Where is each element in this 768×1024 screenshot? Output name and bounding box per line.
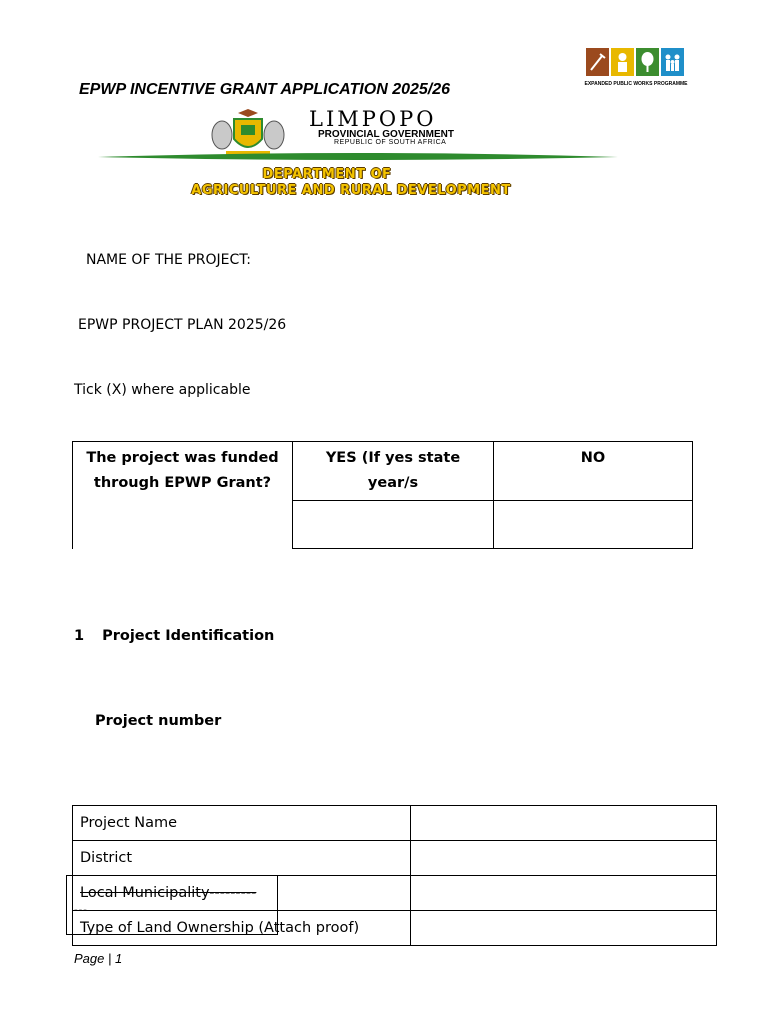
detail-value-cell[interactable] bbox=[411, 876, 717, 911]
page-number: Page | 1 bbox=[74, 951, 123, 966]
overlay-frame bbox=[66, 875, 278, 935]
tree-icon bbox=[636, 48, 659, 76]
document-title: EPWP INCENTIVE GRANT APPLICATION 2025/26 bbox=[79, 81, 451, 98]
detail-value-cell[interactable] bbox=[411, 841, 717, 876]
section-heading bbox=[74, 628, 274, 644]
funding-table bbox=[72, 441, 693, 549]
tick-instruction: Tick (X) where applicable bbox=[74, 382, 251, 398]
project-name-label: NAME OF THE PROJECT: bbox=[86, 252, 251, 268]
department-line-2: AGRICULTURE AND RURAL DEVELOPMENT bbox=[191, 183, 511, 198]
table-row bbox=[73, 841, 717, 876]
yes-answer-cell[interactable] bbox=[293, 500, 494, 548]
yes-header: YES (If yes state year/s bbox=[293, 442, 494, 501]
detail-label: Local Municipality--------- bbox=[73, 876, 411, 911]
green-swoosh bbox=[98, 151, 618, 163]
province-name: LIMPOPO bbox=[309, 107, 437, 131]
detail-label: Type of Land Ownership (Attach proof) bbox=[73, 911, 411, 946]
no-answer-cell[interactable] bbox=[494, 500, 693, 548]
shovel-icon bbox=[586, 48, 609, 76]
epwp-logo bbox=[584, 46, 688, 93]
republic-name: REPUBLIC OF SOUTH AFRICA bbox=[334, 139, 447, 146]
section-title: Project Identification bbox=[102, 628, 275, 644]
detail-label: Project Name bbox=[73, 806, 411, 841]
no-header: NO bbox=[494, 442, 693, 501]
overlay-dash-marks: --- bbox=[74, 905, 88, 916]
epwp-logo-caption: EXPANDED PUBLIC WORKS PROGRAMME bbox=[584, 81, 688, 87]
funding-question: The project was funded through EPWP Grant? bbox=[73, 442, 293, 549]
limpopo-banner bbox=[72, 107, 618, 209]
family-icon bbox=[661, 48, 684, 76]
detail-value-cell[interactable] bbox=[411, 911, 717, 946]
plan-title: EPWP PROJECT PLAN 2025/26 bbox=[78, 317, 287, 333]
department-line-1: DEPARTMENT OF bbox=[262, 167, 392, 182]
project-number-label: Project number bbox=[95, 713, 222, 729]
table-row bbox=[73, 806, 717, 841]
worker-icon bbox=[611, 48, 634, 76]
section-number: 1 bbox=[74, 628, 85, 644]
detail-value-cell[interactable] bbox=[411, 806, 717, 841]
detail-label: District bbox=[73, 841, 411, 876]
government-name: PROVINCIAL GOVERNMENT bbox=[318, 129, 454, 140]
